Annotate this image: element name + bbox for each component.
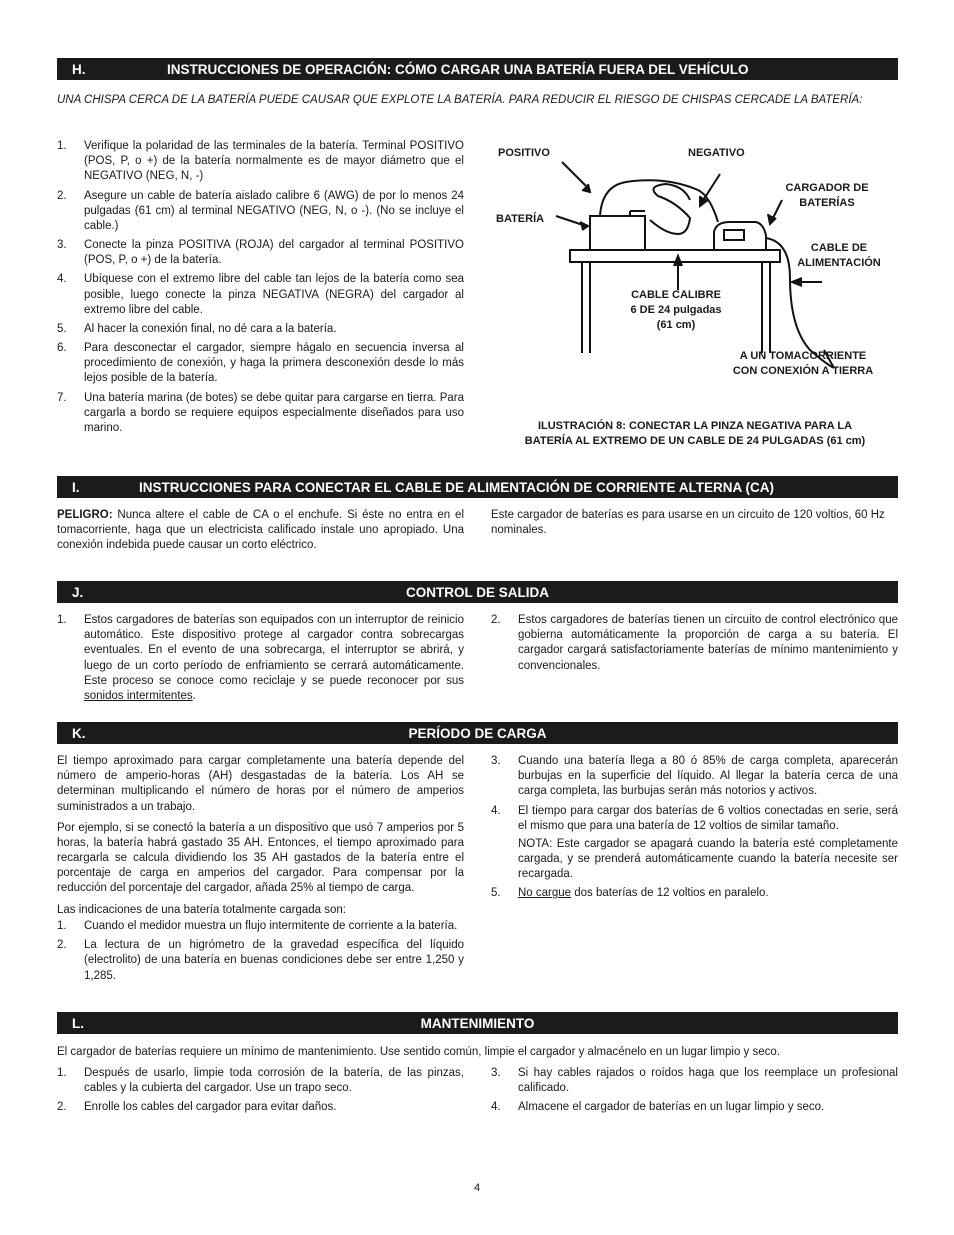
list-item [57, 341, 464, 387]
paragraph: Las indicaciones de una batería totalmente cargada son: [57, 903, 346, 916]
item-text: Cuando una batería llega a 80 ó 85% de carga completa, aparecerán burbujas en la superficie del líquido. Al llegar la batería cerca de una carga completa, las burbujas serán más notorios y activos. [518, 755, 898, 798]
item-text: dos baterías de 12 voltios en paralelo. [571, 887, 769, 900]
charge-period-text [57, 754, 464, 920]
caption-line: ILUSTRACIÓN 8: CONECTAR LA PINZA NEGATIVA PARA LA [537, 420, 853, 432]
item-number: 1. [57, 614, 67, 626]
item-text: La lectura de un higrómetro de la gravedad específica del líquido (electrolito) de una batería en buenas condiciones debe ser entre 1,250 y 1,285. [84, 939, 464, 982]
danger-label: PELIGRO: [57, 509, 113, 521]
paragraph: Por ejemplo, si se conectó la batería a un dispositivo que usó 7 amperios por 5 horas, la batería habrá gastado 35 AH. Entonces, el tiempo aproximado para recargarla se calcula dividiendo los 35 AH gastados de la batería entre el porcentaje de carga en amperios del cargador. Para compensar por la reducción del porcentaje del cargador, añada 25% al tiempo de carga. [57, 821, 464, 895]
label-negativo: NEGATIVO [688, 147, 745, 159]
list-item [491, 754, 898, 800]
item-text: Conecte la pinza POSITIVA (ROJA) del cargador al terminal POSITIVO (POS, P, o +) de la batería. [84, 239, 464, 267]
item-text: Estos cargadores de baterías tienen un circuito de control electrónico que gobierna automáticamente la proporción de carga a su batería. El cargador cargará satisfactoriamente baterías de mínimo mantenimiento y convencionales. [518, 614, 898, 672]
maintenance-list-right [491, 1066, 898, 1120]
item-number: 1. [57, 140, 67, 152]
section-title: CONTROL DE SALIDA [405, 585, 549, 600]
item-number: 3. [491, 755, 501, 767]
label-line: CON CONEXIÓN A TIERRA [732, 364, 874, 377]
list-item [57, 919, 464, 934]
item-text: Si hay cables rajados o roídos haga que los reemplace un profesional calificado. [518, 1067, 898, 1095]
maintenance-intro: El cargador de baterías requiere un mínimo de mantenimiento. Use sentido común, limpie el cargador y almacénelo en un lugar limpio y seco. [57, 1046, 780, 1058]
control-list-right [491, 613, 898, 678]
item-number: 6. [57, 342, 67, 355]
label-line: (61 cm) [656, 318, 696, 331]
list-item [491, 613, 898, 674]
page-number: 4 [473, 1182, 481, 1194]
item-text: Para desconectar el cargador, siempre hágalo en secuencia inversa al procedimiento de conexión, y haga la primera desconexión desde lo más lejos posible de la batería. [84, 342, 464, 385]
charge-period-right [491, 754, 898, 906]
underlined-text: sonidos intermitentes [84, 689, 193, 702]
caption-line: BATERÍA AL EXTREMO DE UN CABLE DE 24 PULGADAS (61 cm) [524, 435, 866, 448]
charged-indications [57, 919, 464, 988]
figure-caption [490, 419, 900, 450]
label-line: BATERÍAS [799, 196, 855, 209]
list-item [57, 139, 464, 185]
label-line: CABLE CALIBRE [631, 289, 721, 301]
list-item [57, 322, 464, 337]
danger-paragraph [57, 508, 464, 554]
item-number: 5. [57, 322, 67, 335]
item-text: Verifique la polaridad de las terminales de la batería. Terminal POSITIVO (POS, P, o +) de la batería normalmente es de mayor diámetro que el NEGATIVO (NEG, N, -) [84, 140, 464, 183]
section-l-header [57, 1012, 898, 1034]
underlined-text: No cargue [518, 887, 572, 900]
maintenance-list-left [57, 1066, 464, 1120]
item-text: Asegure un cable de batería aislado calibre 6 (AWG) de por lo menos 24 pulgadas (61 cm) al terminal NEGATIVO (NEG, N, o -). (No se incluye el cable.) [84, 189, 464, 232]
section-letter: H. [72, 62, 86, 77]
list-item [57, 238, 464, 268]
label-positivo: POSITIVO [498, 147, 550, 159]
item-text: Cuando el medidor muestra un flujo intermitente de corriente a la batería. [84, 920, 458, 932]
list-item [57, 1066, 464, 1096]
item-text: Estos cargadores de baterías son equipados con un interruptor de reinicio automático. Este dispositivo protege al cargador contra sobrecargas eventuales. En el evento de una sobrecarga, el interruptor se abrirá, y luego de un corto período de enfriamiento se cerrará automáticamente. Este proceso se conoce como reciclaje y se puede reconocer por sus [84, 614, 464, 687]
section-letter: I. [72, 480, 80, 495]
illustration-8 [490, 138, 900, 458]
label-cable-calibre [616, 288, 736, 333]
item-number: 5. [491, 887, 501, 900]
list-item [57, 272, 464, 318]
item-number: 4. [491, 1101, 501, 1114]
item-number: 2. [57, 939, 67, 952]
item-text: Al hacer la conexión final, no dé cara a la batería. [84, 322, 337, 335]
item-number: 1. [57, 920, 67, 932]
item-number: 4. [57, 273, 67, 286]
battery-shape [590, 216, 645, 250]
label-cable-alimentacion [790, 241, 888, 271]
item-text: Una batería marina (de botes) se debe quitar para cargarse en tierra. Para cargarla a bordo se requiere equipos especialmente diseñados para uso marino. [84, 391, 464, 434]
section-letter: K. [72, 726, 86, 741]
item-number: 7. [57, 391, 67, 404]
list-item [57, 613, 464, 704]
section-h-header [57, 58, 898, 80]
label-line: CABLE DE [810, 242, 868, 254]
label-bateria: BATERÍA [496, 213, 545, 225]
list-item [57, 189, 464, 235]
positivo-arrow [562, 162, 588, 188]
item-text: Enrolle los cables del cargador para evitar daños. [84, 1101, 337, 1114]
list-item [491, 886, 898, 901]
label-tomacorriente [718, 349, 888, 379]
note-text: NOTA: Este cargador se apagará cuando la batería esté completamente cargada, y se prenderá automáticamente cuando la batería necesite ser recargada. [518, 837, 898, 881]
list-item [491, 1100, 898, 1115]
item-number: 2. [491, 614, 501, 626]
paragraph: El tiempo aproximado para cargar completamente una batería depende del número de amperio-horas (AH) desgastadas de la batería. Los AH se determinan multiplicando el número de horas por el número de amperios suministrados a un trabajo. [57, 755, 464, 813]
list-item [57, 391, 464, 437]
table-top [570, 250, 780, 262]
danger-text: Nunca altere el cable de CA o el enchufe. Si éste no entra en el tomacorriente, haga que un electricista calificado instale uno apropiado. Una conexión indebida puede causar un corto eléctrico. [57, 509, 464, 552]
item-text: Almacene el cargador de baterías en un lugar limpio y seco. [518, 1101, 825, 1114]
label-line: CARGADOR DE [785, 182, 869, 194]
list-item [57, 938, 464, 984]
item-number: 4. [491, 804, 501, 817]
voltage-paragraph: Este cargador de baterías es para usarse en un circuito de 120 voltios, 60 Hz nominales. [491, 509, 885, 537]
label-line: A UN TOMACORRIENTE [739, 350, 867, 362]
negativo-arrow [702, 174, 720, 202]
spark-warning: UNA CHISPA CERCA DE LA BATERÍA PUEDE CAUSAR QUE EXPLOTE LA BATERÍA. PARA REDUCIR EL RIESGO DE CHISPAS CERCADE LA BATERÍA: [57, 94, 863, 106]
control-list-left [57, 613, 464, 708]
item-text: El tiempo para cargar dos baterías de 6 voltios conectadas en serie, será el mismo que para una batería de 12 voltios de similar tamaño. [518, 804, 898, 832]
item-text: . [192, 689, 196, 702]
label-cargador [772, 181, 882, 211]
list-item [57, 1100, 464, 1115]
section-letter: L. [72, 1016, 84, 1031]
gauge-cable [650, 184, 690, 234]
item-number: 1. [57, 1067, 67, 1079]
operation-steps [57, 139, 464, 440]
item-text: Después de usarlo, limpie toda corrosión de la batería, de las pinzas, cables y la cubierta del cargador. Use un trapo seco. [84, 1067, 464, 1095]
section-title: PERÍODO DE CARGA [408, 726, 547, 741]
section-k-header [57, 722, 898, 744]
list-item [491, 1066, 898, 1096]
item-number: 3. [57, 239, 67, 252]
section-title: INSTRUCCIONES DE OPERACIÓN: CÓMO CARGAR UNA BATERÍA FUERA DEL VEHÍCULO [167, 62, 749, 77]
item-number: 2. [57, 189, 67, 202]
section-title: MANTENIMIENTO [420, 1016, 535, 1031]
section-title: INSTRUCCIONES PARA CONECTAR EL CABLE DE ALIMENTACIÓN DE CORRIENTE ALTERNA (CA) [139, 480, 774, 495]
item-number: 3. [491, 1067, 501, 1079]
list-item [491, 804, 898, 883]
label-line: ALIMENTACIÓN [797, 256, 881, 269]
item-text: Ubíquese con el extremo libre del cable tan lejos de la batería como sea posible, luego conecte la pinza NEGATIVA (NEGRA) del cargador al extremo libre del cable. [84, 273, 464, 316]
section-letter: J. [72, 585, 84, 600]
section-i-header [57, 476, 898, 498]
section-j-header [57, 581, 898, 603]
label-line: 6 DE 24 pulgadas [630, 303, 722, 316]
item-number: 2. [57, 1101, 67, 1114]
